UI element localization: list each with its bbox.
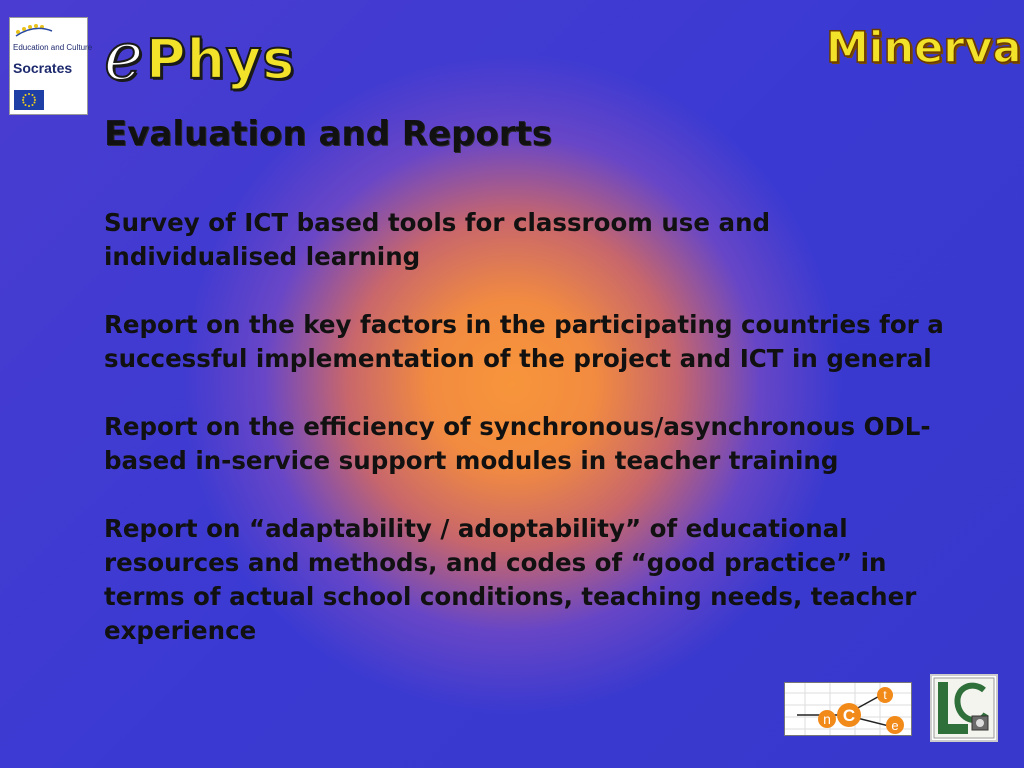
socrates-stars-icon: [14, 22, 54, 38]
ephys-logo-e: e: [104, 18, 144, 95]
lc-logo: [930, 674, 998, 742]
body-item-adaptability: Report on “adaptability / adoptability” of educational resources and methods, and codes of “good practice” in terms of actual school conditions, teaching needs, teacher experience: [104, 514, 917, 645]
body-item-efficiency: Report on the efficiency of synchronous/asynchronous ODL-based in-service support modules in teacher training: [104, 412, 931, 475]
lc-logo-graphic: [932, 676, 996, 740]
ncte-letter-c: C: [842, 706, 856, 725]
minerva-logo: Minerva: [826, 23, 1022, 73]
ncte-logo-graphic: [785, 683, 911, 735]
socrates-logo-subtitle: Education and Culture: [13, 43, 93, 52]
ncte-logo: [784, 682, 912, 736]
ncte-letter-n: n: [823, 711, 831, 727]
ephys-logo: [104, 18, 304, 95]
slide-body: [104, 206, 964, 648]
eu-flag-icon: [14, 90, 44, 110]
slide-title: Evaluation and Reports: [104, 114, 552, 154]
ephys-logo-phys: Phys: [146, 28, 296, 91]
ncte-letter-t: t: [883, 688, 887, 702]
body-item-survey: Survey of ICT based tools for classroom use and individualised learning: [104, 208, 771, 271]
socrates-logo: [9, 17, 93, 115]
body-item-key-factors: Report on the key factors in the participating countries for a successful implementation of the project and ICT in general: [104, 310, 944, 373]
ncte-letter-e: e: [891, 718, 899, 733]
socrates-logo-title: Socrates: [13, 60, 73, 76]
